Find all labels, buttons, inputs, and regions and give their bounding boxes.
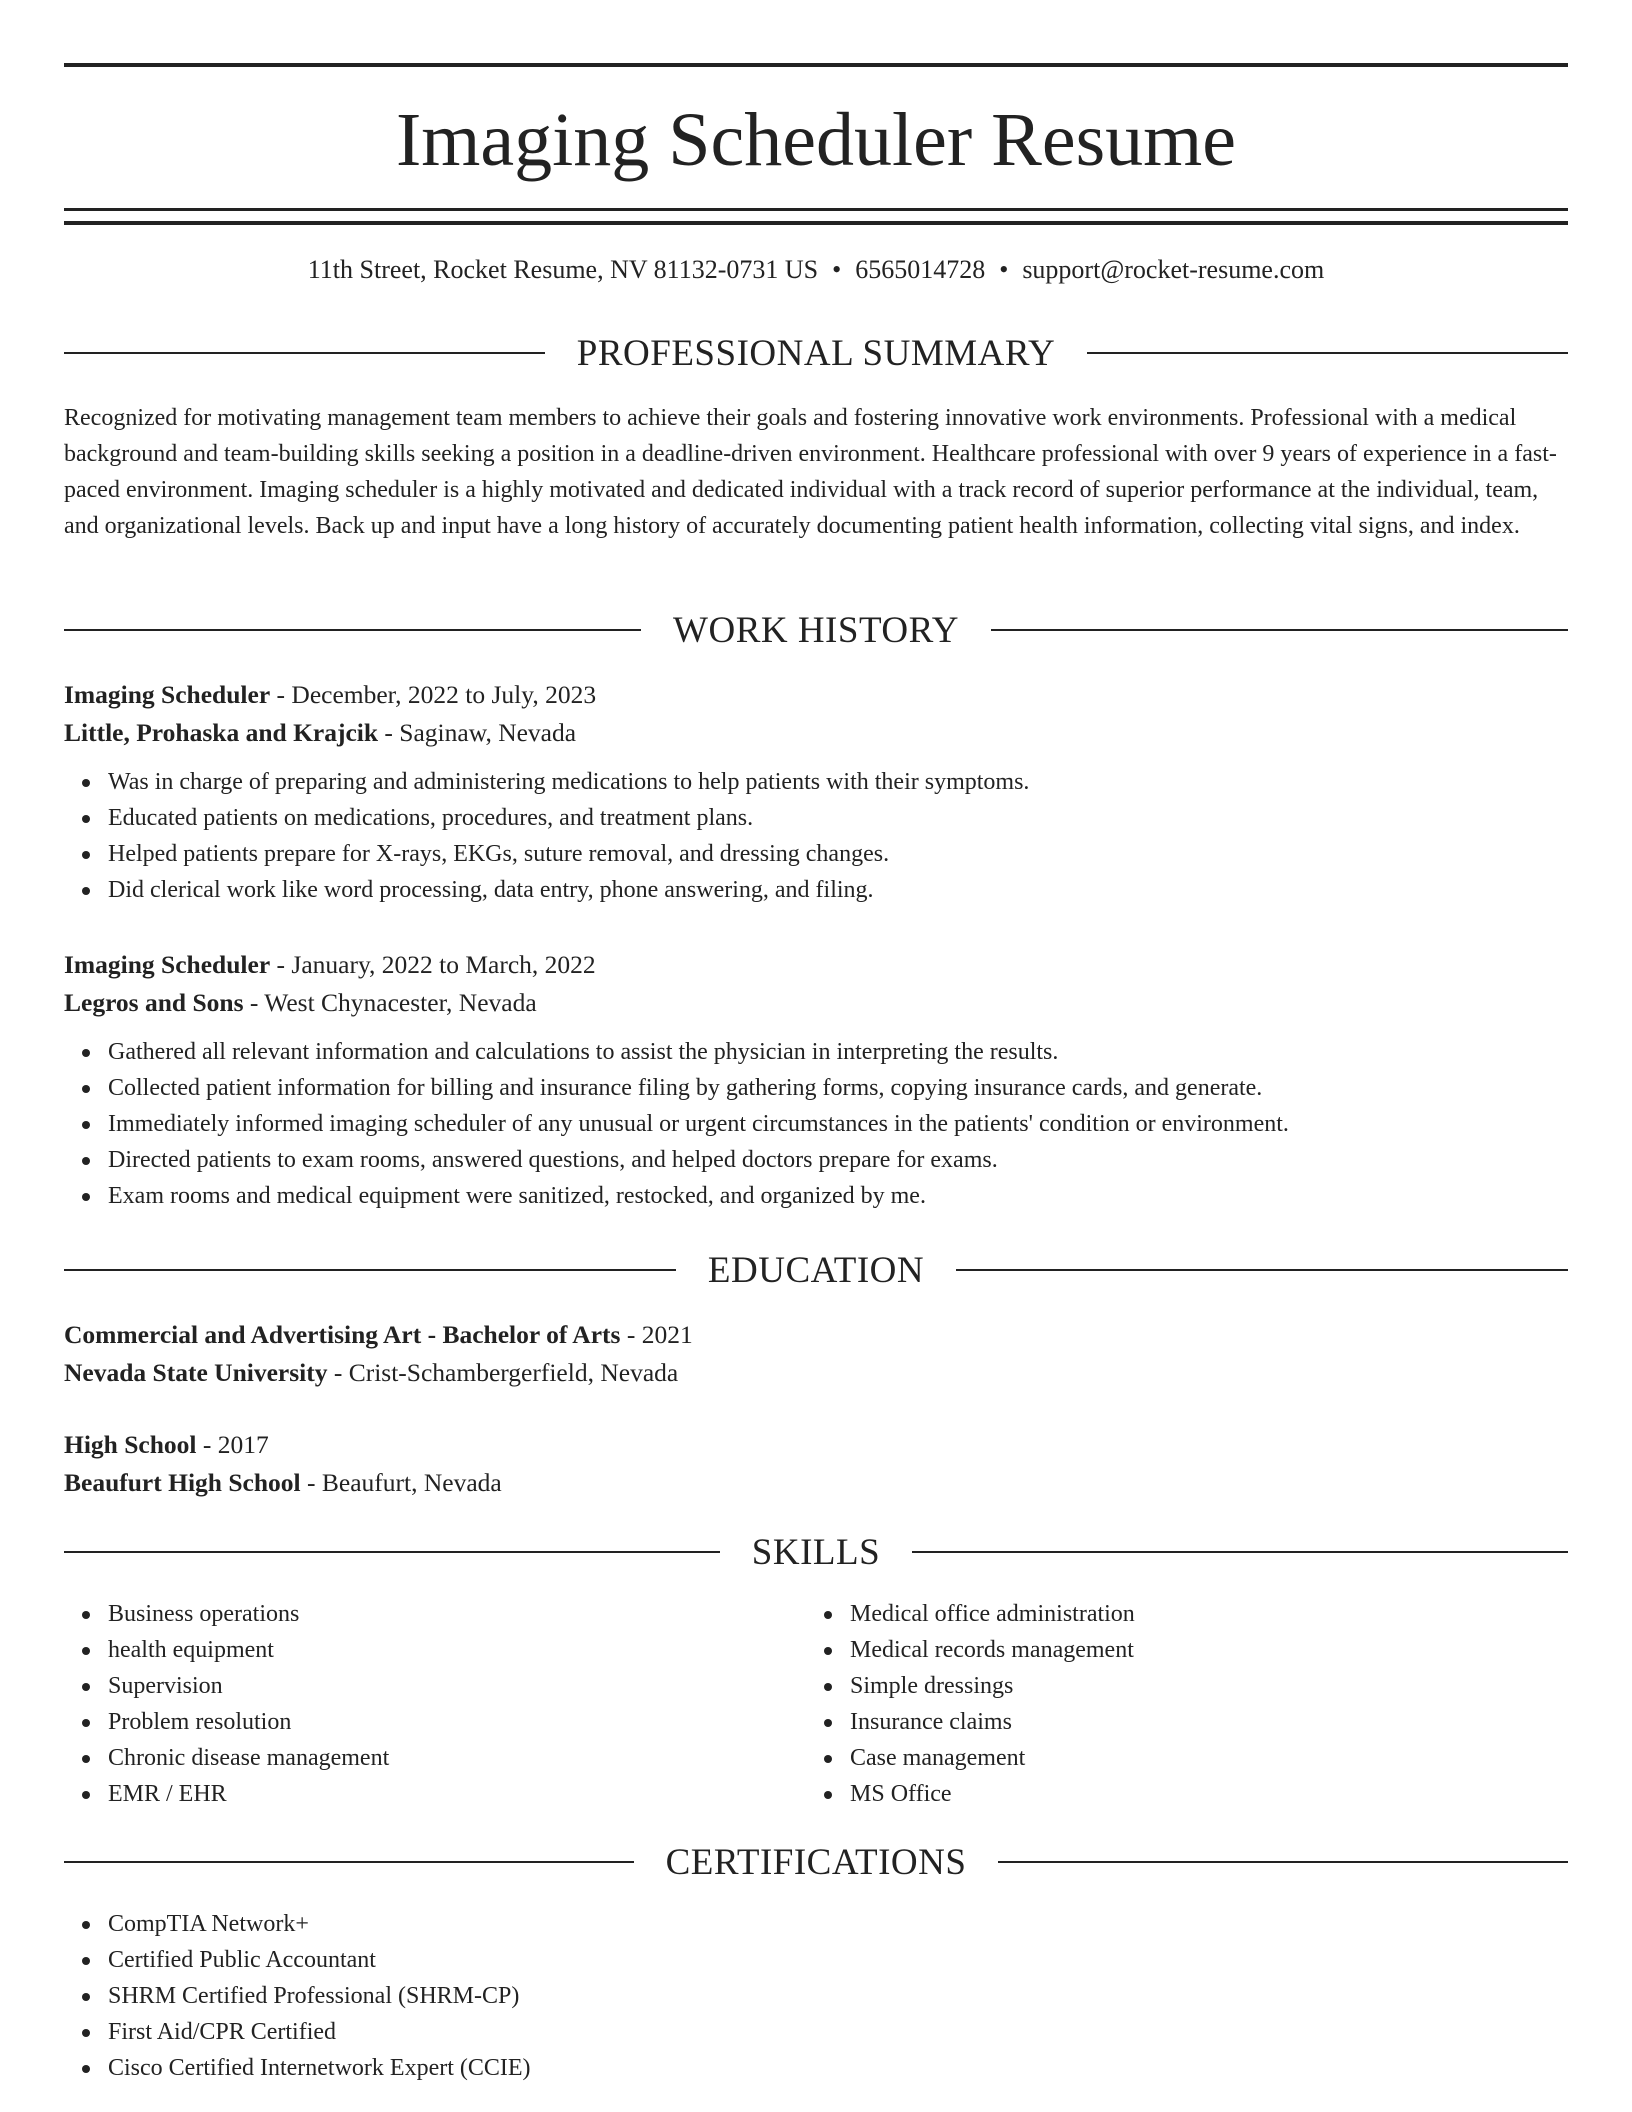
school-name: Nevada State University (64, 1358, 328, 1387)
skill-item: Case management (850, 1740, 1135, 1776)
list-item: Exam rooms and medical equipment were sanitized, restocked, and organized by me. (108, 1178, 1568, 1214)
certification-item: First Aid/CPR Certified (108, 2014, 531, 2050)
school-location: - Crist-Schambergerfield, Nevada (327, 1358, 679, 1387)
top-divider (64, 63, 1568, 67)
heading-rule (1087, 352, 1568, 354)
heading-rule (956, 1269, 1568, 1271)
list-item: Immediately informed imaging scheduler of any unusual or urgent circumstances in the patients' condition or environment. (108, 1106, 1568, 1142)
resume-title: Imaging Scheduler Resume (395, 98, 1236, 182)
job-title: Imaging Scheduler (64, 680, 271, 709)
section-title: SKILLS (751, 1531, 881, 1573)
school-line (64, 1464, 1568, 1502)
job-entry (64, 946, 1568, 1214)
section-heading-work-history (64, 608, 1568, 652)
section-title: EDUCATION (707, 1249, 925, 1291)
skill-item: Medical office administration (850, 1596, 1135, 1632)
certification-item: SHRM Certified Professional (SHRM-CP) (108, 1978, 531, 2014)
section-title: PROFESSIONAL SUMMARY (576, 332, 1056, 374)
school-location: - Beaufurt, Nevada (300, 1468, 502, 1497)
job-title-line (64, 676, 1568, 714)
job-title-line (64, 946, 1568, 984)
certification-item: Certified Public Accountant (108, 1942, 531, 1978)
section-title: WORK HISTORY (673, 609, 959, 651)
degree: High School (64, 1430, 197, 1459)
heading-rule (64, 1861, 634, 1863)
job-title: Imaging Scheduler (64, 950, 271, 979)
school-name: Beaufurt High School (64, 1468, 301, 1497)
job-location: - West Chynacester, Nevada (243, 988, 537, 1017)
certification-item: CompTIA Network+ (108, 1906, 531, 1942)
education-entry (64, 1316, 1568, 1392)
degree-line (64, 1316, 1568, 1354)
list-item: Helped patients prepare for X-rays, EKGs, suture removal, and dressing changes. (108, 836, 1568, 872)
title-double-divider (64, 208, 1568, 225)
heading-rule (64, 1269, 676, 1271)
degree-line (64, 1426, 1568, 1464)
contact-line (64, 252, 1568, 288)
skills-list-right (806, 1596, 1135, 1812)
job-company: Legros and Sons (64, 988, 244, 1017)
section-heading-skills (64, 1530, 1568, 1574)
list-item: Educated patients on medications, procedures, and treatment plans. (108, 800, 1568, 836)
skill-item: Business operations (108, 1596, 389, 1632)
section-title: CERTIFICATIONS (665, 1841, 967, 1883)
school-line (64, 1354, 1568, 1392)
section-heading-summary (64, 331, 1568, 375)
skill-item: Supervision (108, 1668, 389, 1704)
heading-rule (64, 352, 545, 354)
skill-item: health equipment (108, 1632, 389, 1668)
contact-separator: • (999, 255, 1009, 284)
job-dates: - January, 2022 to March, 2022 (270, 950, 596, 979)
job-duties-list (64, 764, 1568, 908)
degree: Commercial and Advertising Art - Bachelor of Arts (64, 1320, 621, 1349)
job-location: - Saginaw, Nevada (378, 718, 577, 747)
contact-address: 11th Street, Rocket Resume, NV 81132-0731 US (307, 255, 819, 284)
graduation-year: - 2017 (196, 1430, 269, 1459)
certification-item: Cisco Certified Internetwork Expert (CCIE) (108, 2050, 531, 2086)
skill-item: EMR / EHR (108, 1776, 389, 1812)
list-item: Was in charge of preparing and administering medications to help patients with their symptoms. (108, 764, 1568, 800)
heading-rule (912, 1551, 1568, 1553)
skill-item: Problem resolution (108, 1704, 389, 1740)
job-dates: - December, 2022 to July, 2023 (270, 680, 597, 709)
skills-list-left (64, 1596, 389, 1812)
contact-email[interactable]: support@rocket-resume.com (1022, 255, 1325, 284)
job-company-line (64, 714, 1568, 752)
heading-rule (64, 629, 641, 631)
list-item: Directed patients to exam rooms, answered questions, and helped doctors prepare for exams. (108, 1142, 1568, 1178)
heading-rule (998, 1861, 1568, 1863)
list-item: Gathered all relevant information and calculations to assist the physician in interpreting the results. (108, 1034, 1568, 1070)
skill-item: Insurance claims (850, 1704, 1135, 1740)
summary-paragraph: Recognized for motivating management team members to achieve their goals and fostering innovative work environments. Professional with a medical background and team-building skills seeking a position in a deadline-driven environment. Healthcare professional with over 9 years of experience in a fast-paced environment. Imaging scheduler is a highly motivated and dedicated individual with a track record of superior performance at the individual, team, and organizational levels. Back up and input have a long history of accurately documenting patient health information, collecting vital signs, and index. (64, 405, 1557, 539)
job-entry (64, 676, 1568, 908)
section-heading-certifications (64, 1840, 1568, 1884)
skill-item: Chronic disease management (108, 1740, 389, 1776)
section-heading-education (64, 1248, 1568, 1292)
heading-rule (991, 629, 1568, 631)
contact-separator: • (832, 255, 842, 284)
list-item: Collected patient information for billing and insurance filing by gathering forms, copying insurance cards, and generate. (108, 1070, 1568, 1106)
skill-item: Simple dressings (850, 1668, 1135, 1704)
heading-rule (64, 1551, 720, 1553)
education-entry (64, 1426, 1568, 1502)
skill-item: Medical records management (850, 1632, 1135, 1668)
certifications-list (64, 1906, 531, 2086)
contact-phone: 6565014728 (855, 255, 986, 284)
job-company-line (64, 984, 1568, 1022)
graduation-year: - 2021 (620, 1320, 693, 1349)
skill-item: MS Office (850, 1776, 1135, 1812)
job-duties-list (64, 1034, 1568, 1214)
job-company: Little, Prohaska and Krajcik (64, 718, 379, 747)
list-item: Did clerical work like word processing, data entry, phone answering, and filing. (108, 872, 1568, 908)
